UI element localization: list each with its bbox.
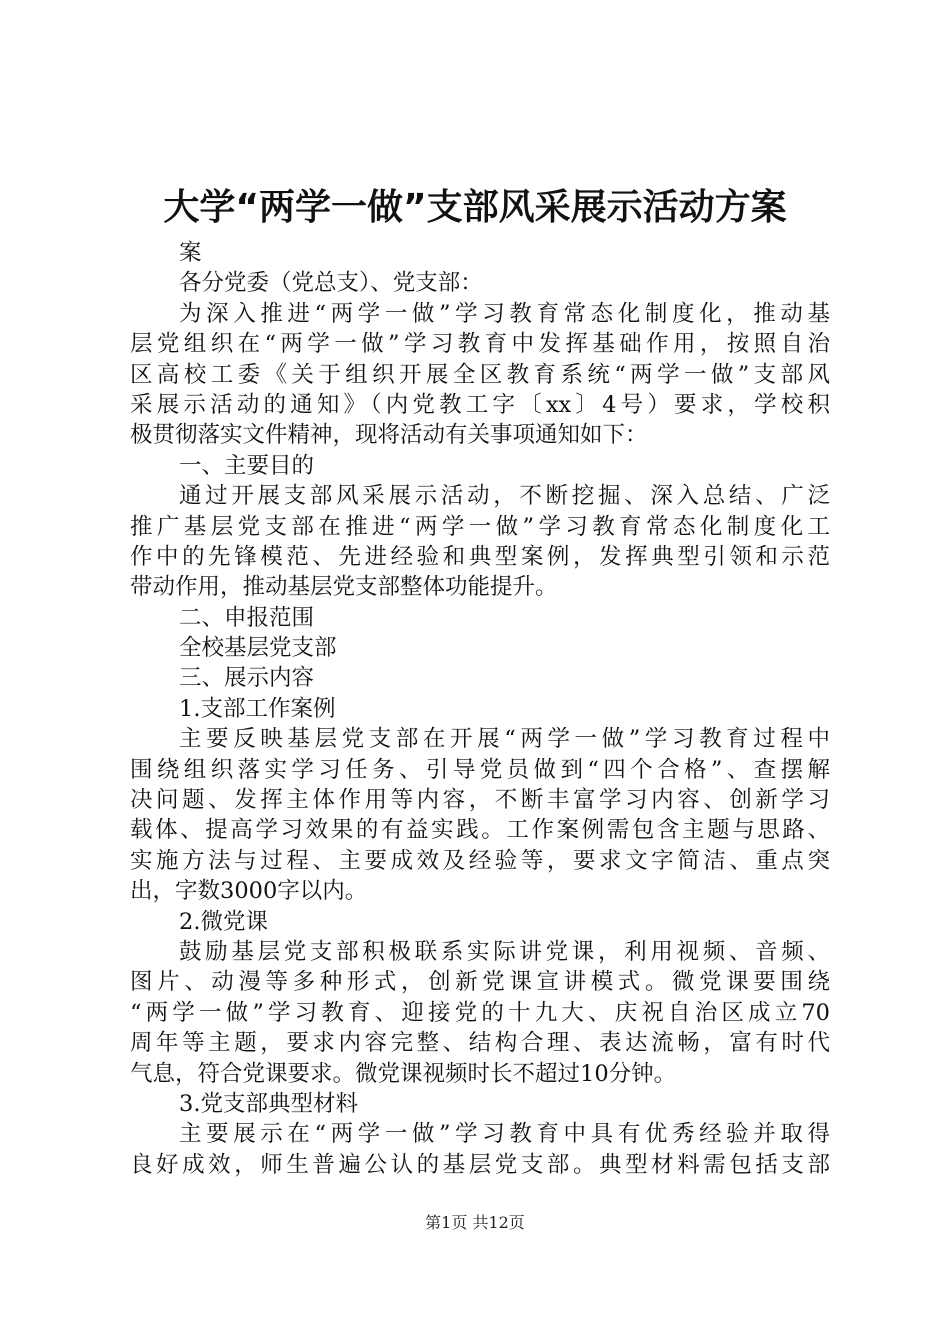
paragraph-line: 三、展示内容 bbox=[179, 665, 315, 692]
paragraph-line: 1.支部工作案例 bbox=[179, 695, 336, 722]
paragraph-line: 一、主要目的 bbox=[179, 452, 315, 479]
paragraph-line: “两学一做”学习教育、迎接党的十九大、庆祝自治区成立70 bbox=[130, 999, 830, 1026]
paragraph-line: 为深入推进“两学一做”学习教育常态化制度化，推动基 bbox=[179, 300, 830, 327]
paragraph-line: 带动作用，推动基层党支部整体功能提升。 bbox=[130, 574, 558, 601]
paragraph-line: 图片、动漫等多种形式，创新党课宣讲模式。微党课要围绕 bbox=[130, 969, 830, 996]
paragraph-line: 主要展示在“两学一做”学习教育中具有优秀经验并取得 bbox=[179, 1121, 830, 1148]
paragraph-line: 2.微党课 bbox=[179, 908, 268, 935]
paragraph-line: 围绕组织落实学习任务、引导党员做到“四个合格”、查摆解 bbox=[130, 756, 830, 783]
paragraph-line: 实施方法与过程、主要成效及经验等，要求文字简洁、重点突 bbox=[130, 847, 830, 874]
paragraph-line: 通过开展支部风采展示活动，不断挖掘、深入总结、广泛 bbox=[179, 483, 830, 510]
paragraph-line: 决问题、发挥主体作用等内容，不断丰富学习内容、创新学习 bbox=[130, 787, 830, 814]
paragraph-line: 鼓励基层党支部积极联系实际讲党课，利用视频、音频、 bbox=[179, 938, 830, 965]
paragraph-line: 良好成效，师生普遍公认的基层党支部。典型材料需包括支部 bbox=[130, 1151, 830, 1178]
paragraph-line: 区高校工委《关于组织开展全区教育系统“两学一做”支部风 bbox=[130, 361, 830, 388]
paragraph-line: 各分党委（党总支）、党支部： bbox=[179, 270, 483, 297]
paragraph-line: 案 bbox=[179, 240, 202, 266]
paragraph-line: 推广基层党支部在推进“两学一做”学习教育常态化制度化工 bbox=[130, 513, 830, 540]
paragraph-line: 载体、提高学习效果的有益实践。工作案例需包含主题与思路、 bbox=[130, 817, 830, 844]
paragraph-line: 全校基层党支部 bbox=[179, 635, 337, 662]
page-footer: 第1页 共12页 bbox=[425, 1213, 525, 1232]
document-title: 大学“两学一做”支部风采展示活动方案 bbox=[163, 187, 787, 228]
paragraph-line: 层党组织在“两学一做”学习教育中发挥基础作用，按照自治 bbox=[130, 331, 830, 358]
paragraph-line: 二、申报范围 bbox=[179, 604, 315, 631]
paragraph-line: 周年等主题，要求内容完整、结构合理、表达流畅，富有时代 bbox=[130, 1030, 830, 1057]
paragraph-line: 极贯彻落实文件精神，现将活动有关事项通知如下： bbox=[130, 422, 648, 449]
paragraph-line: 3.党支部典型材料 bbox=[179, 1090, 358, 1117]
paragraph-line: 出，字数3000字以内。 bbox=[130, 878, 368, 905]
paragraph-line: 作中的先锋模范、先进经验和典型案例，发挥典型引领和示范 bbox=[130, 543, 830, 570]
document-body bbox=[130, 238, 830, 1180]
paragraph-line: 采展示活动的通知》（内党教工字〔xx〕4号）要求，学校积 bbox=[130, 391, 830, 418]
paragraph-line: 主要反映基层党支部在开展“两学一做”学习教育过程中 bbox=[179, 726, 830, 753]
paragraph-line: 气息，符合党课要求。微党课视频时长不超过10分钟。 bbox=[130, 1060, 677, 1087]
